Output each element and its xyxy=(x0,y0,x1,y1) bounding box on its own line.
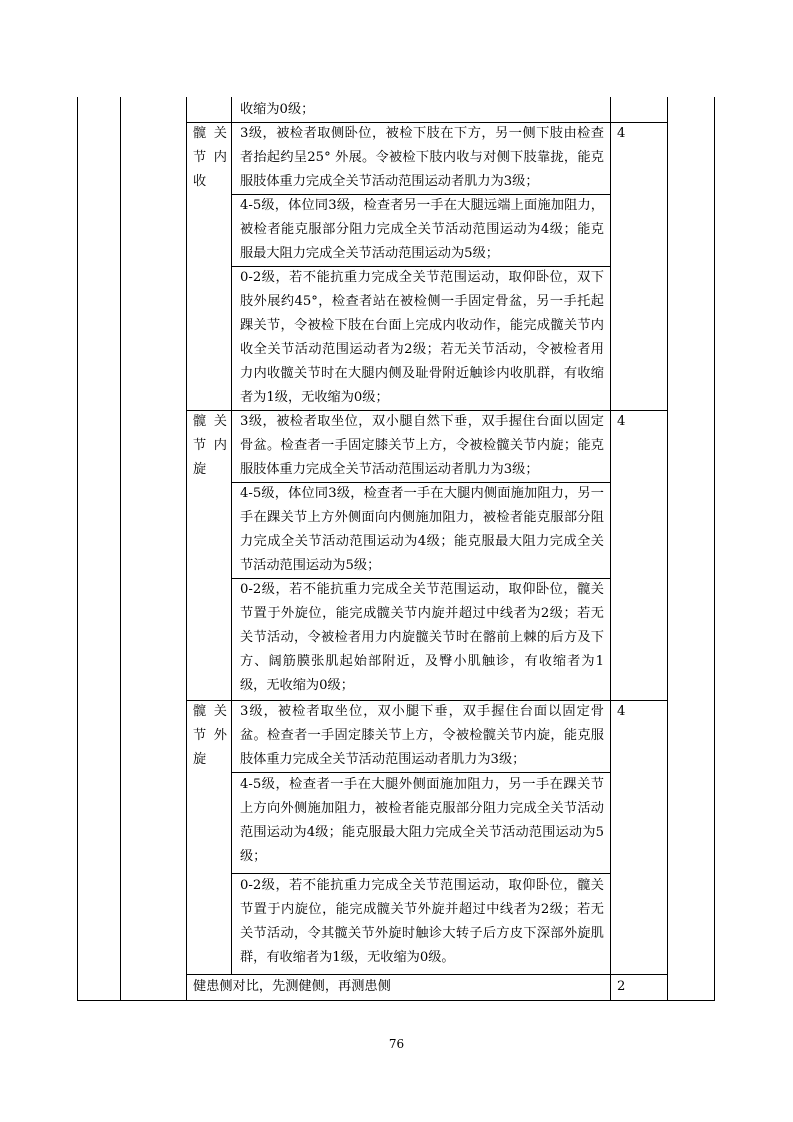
internal-rotation-score: 4 xyxy=(617,414,626,429)
external-rotation-score: 4 xyxy=(617,704,626,719)
adduction-grade-4-5: 4-5级，体位同3级，检查者另一手在大腿远端上面施加阻力，被检者能克服部分阻力完成全关节活动范围运动为4级；能克服最大阻力完成全关节活动范围运动为5级； xyxy=(240,198,604,261)
adduction-score: 4 xyxy=(617,126,626,141)
adduction-grade-3: 3级，被检者取侧卧位，被检下肢在下方，另一侧下肢由检查者抬起约呈25° 外展。令被检下肢内收与对侧下肢靠拢，能克服肢体重力完成全关节活动范围运动者肌力为3级； xyxy=(240,126,604,189)
comparison-text: 健患侧对比，先测健侧，再测患侧 xyxy=(193,979,391,994)
internal-rotation-grade-3: 3级，被检者取坐位，双小腿自然下垂，双手握住台面以固定骨盆。检查者一手固定膝关节上方，令被检髋关节内旋；能克服肢体重力完成全关节活动范围运动者肌力为3级； xyxy=(240,414,604,477)
internal-rotation-grade-0-2: 0-2级，若不能抗重力完成全关节范围运动，取仰卧位，髋关节置于外旋位，能完成髋关节内旋并超过中线者为2级；若无关节活动，令被检者用力内旋髋关节时在髂前上棘的后方及下方、阔筋膜张肌起始部附近，及臀小肌触诊，有收缩者为1级，无收缩为0级； xyxy=(240,582,604,693)
external-rotation-grade-0-2: 0-2级，若不能抗重力完成全关节范围运动，取仰卧位，髋关节置于内旋位，能完成髋关节外旋并超过中线者为2级；若无关节活动，令其髋关节外旋时触诊大转子后方皮下深部外旋肌群，有收缩者为1级，无收缩为0级。 xyxy=(240,878,604,965)
table-border-left xyxy=(77,97,78,1001)
column-divider-5 xyxy=(667,97,668,1001)
adduction-label: 髋关节内收 xyxy=(193,126,227,189)
external-rotation-grade-3: 3级，被检者取坐位，双小腿下垂，双手握住台面以固定骨盆。检查者一手固定膝关节上方，令被检髋关节内旋，能克服肢体重力完成全关节活动范围运动者肌力为3级； xyxy=(240,704,604,767)
internal-rotation-grade-4-5: 4-5级，体位同3级，检查者一手在大腿内侧面施加阻力，另一手在踝关节上方外侧面向内侧施加阻力，被检者能克服部分阻力完成全关节活动范围运动为4级；能克服最大阻力完成全关节活动范围运动为5级； xyxy=(240,486,604,573)
adduction-grade-0-2: 0-2级，若不能抗重力完成全关节范围运动，取仰卧位，双下肢外展约45°，检查者站在被检侧一手固定骨盆，另一手托起踝关节，令被检下肢在台面上完成内收动作，能完成髋关节内收全关节活动范围运动者为2级；若无关节活动，令被检者用力内收髋关节时在大腿内侧及耻骨附近触诊内收肌群，有收缩者为1级，无收缩为0级； xyxy=(240,270,604,405)
table-border-bottom xyxy=(77,1000,715,1001)
internal-rotation-label: 髋关节内旋 xyxy=(193,414,227,477)
column-divider-1 xyxy=(120,97,121,1001)
comparison-score: 2 xyxy=(617,979,626,994)
column-divider-3 xyxy=(231,97,232,975)
external-rotation-label: 髋关节外旋 xyxy=(193,704,227,767)
column-divider-2 xyxy=(186,97,187,1001)
external-rotation-grade-4-5: 4-5级，检查者一手在大腿外侧面施加阻力，另一手在踝关节上方向外侧施加阻力，被检者能克服部分阻力完成全关节活动范围运动为4级；能克服最大阻力完成全关节活动范围运动为5级； xyxy=(240,777,604,864)
column-divider-4 xyxy=(610,97,611,1001)
table-border-right xyxy=(714,97,715,1001)
continuation-text: 收缩为0级； xyxy=(240,102,315,117)
page-number: 76 xyxy=(388,1037,405,1051)
